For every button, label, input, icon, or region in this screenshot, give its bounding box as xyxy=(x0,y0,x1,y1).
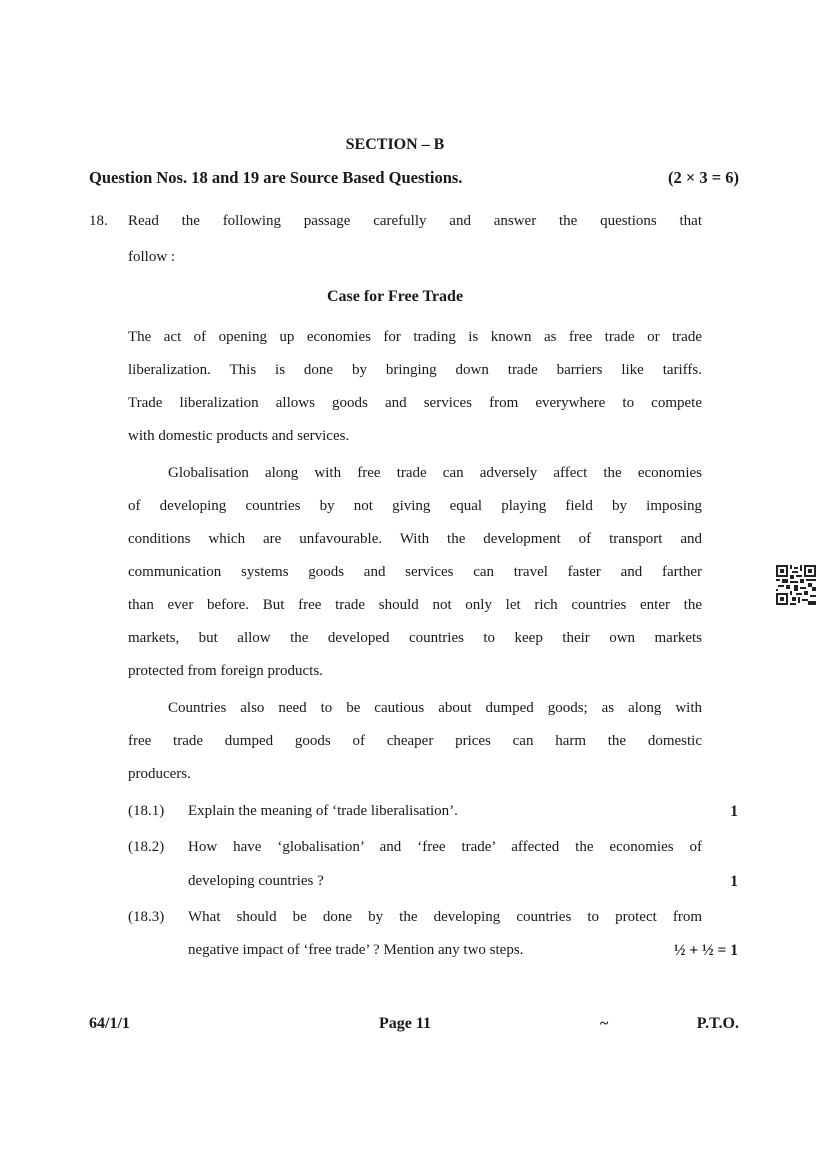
passage-line: conditions which are unfavourable. With the development of transport and xyxy=(128,531,702,547)
subquestion-number: (18.3) xyxy=(128,909,165,925)
passage-line: than ever before. But free trade should not only let rich countries enter the xyxy=(128,597,702,613)
passage-line: of developing countries by not giving equal playing field by imposing xyxy=(128,498,702,514)
page-number: Page 11 xyxy=(379,1015,431,1032)
instruction-text: Question Nos. 18 and 19 are Source Based Questions. xyxy=(89,168,463,187)
passage-line: producers. xyxy=(128,766,191,782)
passage-line: Trade liberalization allows goods and services from everywhere to compete xyxy=(128,395,702,411)
passage-line: communication systems goods and services can travel faster and farther xyxy=(128,564,702,580)
passage-line: protected from foreign products. xyxy=(128,663,323,679)
subquestion-text: developing countries ? xyxy=(188,873,324,889)
passage-line: Globalisation along with free trade can adversely affect the economies xyxy=(168,465,702,481)
passage-line: liberalization. This is done by bringing down trade barriers like tariffs. xyxy=(128,362,702,378)
passage-line: Countries also need to be cautious about dumped goods; as along with xyxy=(168,700,702,716)
passage-line: with domestic products and services. xyxy=(128,428,350,444)
passage-title: Case for Free Trade xyxy=(326,288,464,305)
subquestion-marks: 1 xyxy=(730,873,738,890)
subquestion-text: Explain the meaning of ‘trade liberalisation’. xyxy=(188,803,458,819)
question-number: 18. xyxy=(89,213,108,229)
subquestion-text: negative impact of ‘free trade’ ? Mention any two steps. xyxy=(188,942,524,958)
question-intro-line: Read the following passage carefully and answer the questions that xyxy=(128,213,702,229)
subquestion-marks: ½ + ½ = 1 xyxy=(673,942,738,959)
instruction-marks: (2 × 3 = 6) xyxy=(667,168,739,187)
paper-code: 64/1/1 xyxy=(89,1015,130,1032)
qr-code-icon xyxy=(776,565,816,605)
passage-line: The act of opening up economies for trading is known as free trade or trade xyxy=(128,329,702,345)
passage-line: markets, but allow the developed countries to keep their own markets xyxy=(128,630,702,646)
section-title: SECTION – B xyxy=(345,136,445,153)
passage-line: free trade dumped goods of cheaper prices can harm the domestic xyxy=(128,733,702,749)
subquestion-number: (18.1) xyxy=(128,803,165,819)
subquestion-marks: 1 xyxy=(730,803,738,820)
subquestion-text: What should be done by the developing countries to protect from xyxy=(188,909,702,925)
pto-label: P.T.O. xyxy=(696,1015,739,1032)
tilde-mark: ~ xyxy=(600,1015,609,1032)
subquestion-number: (18.2) xyxy=(128,839,165,855)
question-intro-line: follow : xyxy=(128,249,176,265)
subquestion-text: How have ‘globalisation’ and ‘free trade’ affected the economies of xyxy=(188,839,702,855)
